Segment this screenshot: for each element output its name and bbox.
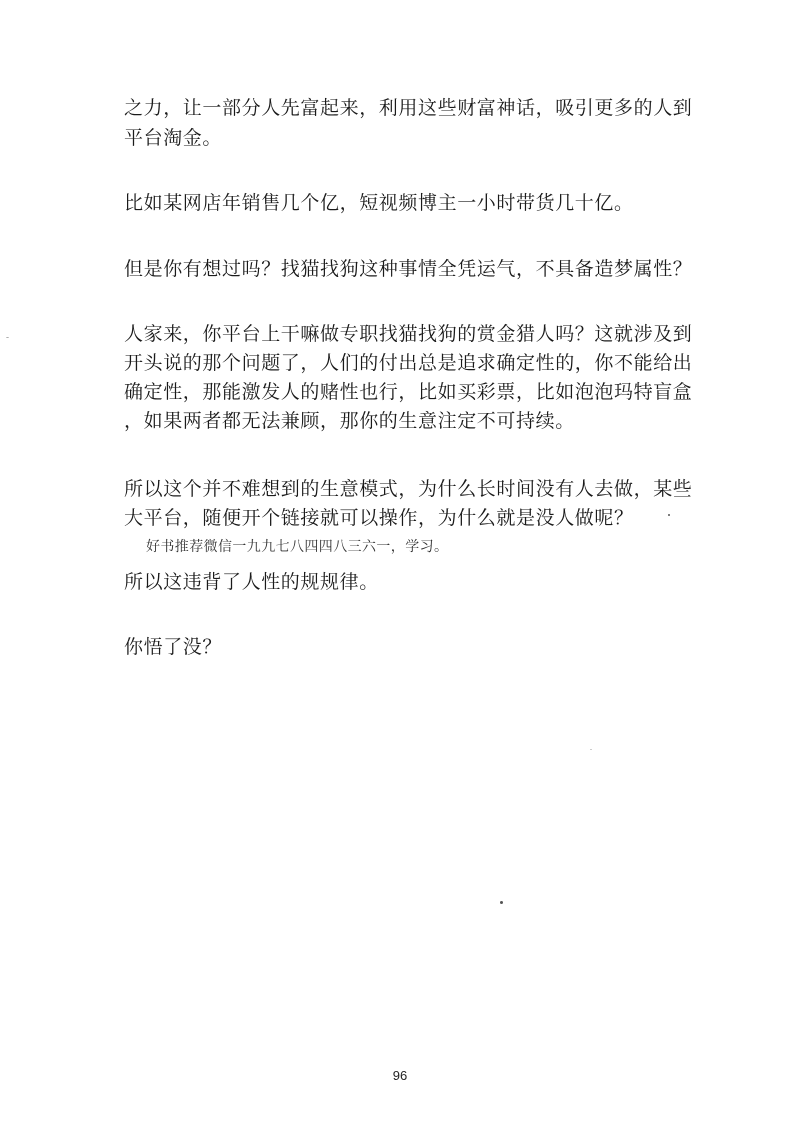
- scan-speck: [6, 337, 9, 338]
- paragraph-line: 开头说的那个问题了，人们的付出总是追求确定性的，你不能给出: [124, 352, 693, 374]
- scan-speck: [590, 749, 592, 750]
- paragraph-line: 比如某网店年销售几个亿，短视频博主一小时带货几十亿。: [124, 192, 634, 214]
- paragraph-line: 平台淘金。: [124, 127, 223, 149]
- paragraph-line: 大平台，随便开个链接就可以操作，为什么就是没人做呢？: [124, 507, 634, 529]
- paragraph-line: 人家来，你平台上干嘛做专职找猫找狗的赏金猎人吗？这就涉及到: [124, 323, 693, 345]
- paragraph-line: 确定性，那能激发人的赌性也行，比如买彩票，比如泡泡玛特盲盒: [124, 381, 693, 403]
- paragraph-line: ，如果两者都无法兼顾，那你的生意注定不可持续。: [124, 410, 575, 432]
- closing-line: 所以这违背了人性的规规律。: [124, 571, 379, 593]
- scan-speck: [668, 514, 670, 516]
- scan-speck: [500, 901, 503, 904]
- paragraph-line: 之力，让一部分人先富起来，利用这些财富神话，吸引更多的人到: [124, 97, 693, 119]
- closing-line: 你悟了没？: [124, 636, 223, 658]
- inserted-note: 好书推荐微信一九九七八四四八三六一，学习。: [146, 539, 449, 555]
- paragraph-line: 所以这个并不难想到的生意模式，为什么长时间没有人去做，某些: [124, 478, 693, 500]
- page-number: 96: [392, 1068, 408, 1083]
- paragraph-line: 但是你有想过吗？找猫找狗这种事情全凭运气，不具备造梦属性？: [124, 258, 693, 280]
